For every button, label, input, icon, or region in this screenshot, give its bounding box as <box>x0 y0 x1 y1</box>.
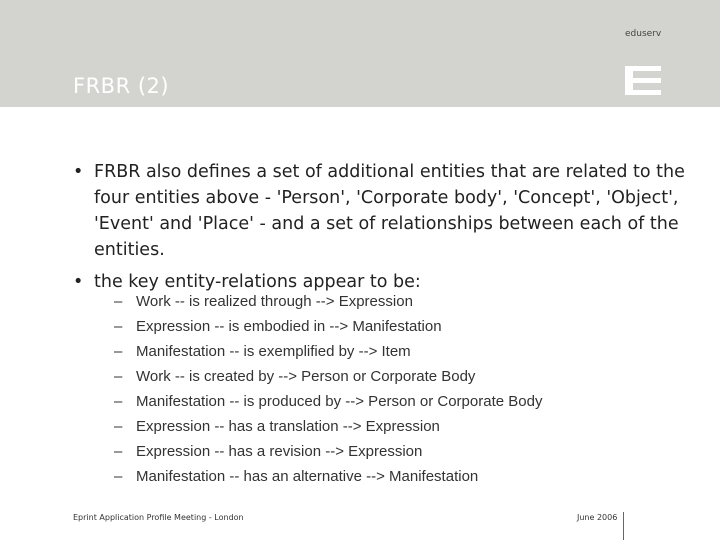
bullet-list <box>73 159 713 301</box>
dash-marker: – <box>114 343 123 360</box>
relation-item <box>114 289 542 314</box>
relation-item <box>114 364 542 389</box>
brand-wordmark: eduserv <box>625 29 662 39</box>
relation-text: Work -- is created by --> Person or Corporate Body <box>136 368 476 385</box>
bullet-marker: • <box>73 272 84 292</box>
relation-item <box>114 439 542 464</box>
relation-item <box>114 464 542 489</box>
relation-text: Manifestation -- has an alternative --> Manifestation <box>136 468 479 485</box>
dash-marker: – <box>114 293 123 310</box>
eduserv-logo-icon <box>625 66 661 95</box>
relation-item <box>114 339 542 364</box>
slide-title: FRBR (2) <box>73 74 170 98</box>
bullet-marker: • <box>73 162 84 182</box>
relation-item <box>114 414 542 439</box>
relations-list <box>114 289 542 489</box>
bullet-text: FRBR also defines a set of additional entities that are related to the four entities above - 'Person', 'Corporate body', 'Concept', 'Object', 'Event' and 'Place' - and a set of relationships between each of the entities. <box>94 162 685 260</box>
dash-marker: – <box>114 418 123 435</box>
relation-text: Work -- is realized through --> Expression <box>136 293 413 310</box>
footer-date: June 2006 <box>577 513 618 522</box>
dash-marker: – <box>114 468 123 485</box>
relation-text: Expression -- is embodied in --> Manifestation <box>136 318 442 335</box>
relation-item <box>114 389 542 414</box>
dash-marker: – <box>114 393 123 410</box>
relation-text: Manifestation -- is produced by --> Person or Corporate Body <box>136 393 543 410</box>
dash-marker: – <box>114 443 123 460</box>
footer-divider <box>623 512 624 540</box>
bullet-item <box>73 159 713 263</box>
footer-event: Eprint Application Profile Meeting - London <box>73 513 244 522</box>
relation-text: Expression -- has a translation --> Expression <box>136 418 440 435</box>
bullet-text: the key entity-relations appear to be: <box>94 272 421 292</box>
relation-text: Manifestation -- is exemplified by --> Item <box>136 343 411 360</box>
relation-item <box>114 314 542 339</box>
dash-marker: – <box>114 318 123 335</box>
relation-text: Expression -- has a revision --> Expression <box>136 443 423 460</box>
dash-marker: – <box>114 368 123 385</box>
